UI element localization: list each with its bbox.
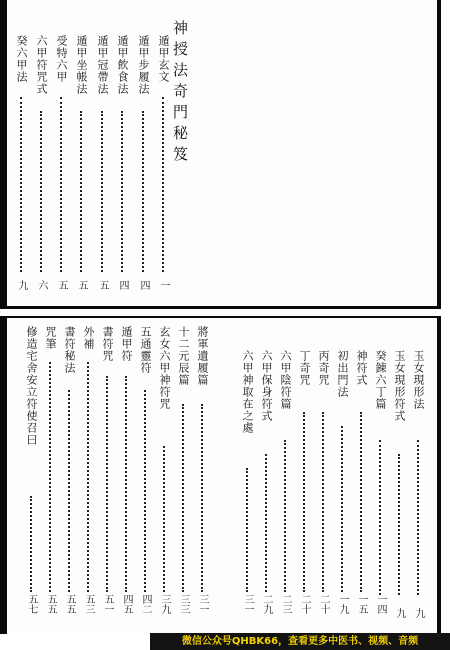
toc-entry-title: 遁甲玄文: [157, 35, 170, 83]
toc-entry[interactable]: [410, 350, 426, 620]
toc-entry[interactable]: [156, 326, 172, 626]
toc-entry[interactable]: [155, 35, 171, 295]
toc-entry[interactable]: [61, 326, 77, 626]
toc-entry-title: 外補: [82, 326, 95, 350]
dot-leader: [80, 111, 82, 272]
toc-entry-title: 遁甲步履法: [137, 35, 150, 95]
toc-entry-page: 三九: [159, 594, 170, 614]
toc-entry[interactable]: [99, 326, 115, 626]
dot-leader: [341, 426, 343, 592]
dot-leader: [60, 97, 62, 272]
toc-entry-page: 五三: [83, 594, 94, 614]
toc-entry-page: 二十: [299, 594, 310, 614]
toc-entry-title: 遁甲冠帶法: [96, 35, 109, 95]
toc-entry-page: 一五: [356, 594, 367, 614]
toc-entry-title: 遁甲飲食法: [116, 35, 129, 95]
dot-leader: [49, 362, 51, 592]
toc-entry-page: 五七: [26, 594, 37, 614]
dot-leader: [201, 404, 203, 592]
toc-entry-title: 遁甲符: [120, 326, 133, 362]
toc-entry-page: 四: [117, 280, 128, 290]
toc-entry-title: 六甲符咒式: [35, 35, 48, 95]
dot-leader: [106, 376, 108, 592]
toc-entry[interactable]: [33, 35, 49, 295]
toc-entry-page: 二十: [318, 594, 329, 614]
toc-entry-page: 三一: [197, 594, 208, 614]
toc-entry[interactable]: [23, 326, 39, 626]
page-edge: [441, 0, 450, 650]
toc-entry[interactable]: [118, 326, 134, 626]
dot-leader: [30, 496, 32, 592]
toc-entry-title: 癸錬六丁篇: [374, 350, 387, 410]
toc-entry-title: 咒筆: [44, 326, 57, 350]
toc-entry-title: 十二元辰篇: [177, 326, 190, 386]
toc-page-bottom: [0, 316, 441, 634]
toc-entry-page: 五一: [102, 594, 113, 614]
toc-entry-title: 初出門法: [336, 350, 349, 398]
toc-entry-page: 一九: [337, 594, 348, 614]
toc-entry-page: 一: [158, 280, 169, 290]
dot-leader: [162, 97, 164, 272]
toc-entry-title: 癸六甲法: [15, 35, 28, 83]
dot-leader: [417, 440, 419, 595]
toc-entry[interactable]: [277, 350, 293, 620]
toc-entry-page: 三一: [242, 594, 253, 614]
toc-entry-page: 三三: [178, 594, 189, 614]
dot-leader: [303, 412, 305, 592]
toc-entry[interactable]: [175, 326, 191, 626]
dot-leader: [284, 440, 286, 592]
toc-entry[interactable]: [296, 350, 312, 620]
toc-entry-page: 五: [56, 280, 67, 290]
toc-entry[interactable]: [73, 35, 89, 295]
toc-entry-page: 一四: [375, 594, 386, 614]
page-gap: [0, 309, 450, 316]
toc-entry[interactable]: [258, 350, 274, 620]
toc-entry-title: 玉女現形符式: [393, 350, 406, 422]
dot-leader: [322, 412, 324, 592]
toc-entry[interactable]: [194, 326, 210, 626]
toc-entry-title: 丁奇咒: [298, 350, 311, 386]
toc-entry[interactable]: [353, 350, 369, 620]
toc-page-top: [0, 0, 441, 309]
toc-entry[interactable]: [42, 326, 58, 626]
toc-entry[interactable]: [80, 326, 96, 626]
toc-entry[interactable]: [114, 35, 130, 295]
toc-entry-title: 玉女現形法: [412, 350, 425, 410]
toc-entry-page: 五五: [45, 594, 56, 614]
toc-entry-page: 二九: [261, 594, 272, 614]
dot-leader: [20, 97, 22, 272]
dot-leader: [379, 440, 381, 595]
toc-entry[interactable]: [315, 350, 331, 620]
toc-entry-page: 五: [76, 280, 87, 290]
dot-leader: [125, 376, 127, 592]
toc-entry-page: 九: [394, 608, 405, 618]
dot-leader: [40, 111, 42, 272]
dot-leader: [182, 404, 184, 592]
toc-entry-page: 九: [413, 608, 424, 618]
toc-entry-page: 五五: [64, 594, 75, 614]
toc-entry-title: 受特六甲: [55, 35, 68, 83]
toc-entry[interactable]: [391, 350, 407, 620]
toc-entry-title: 將軍遺履篇: [196, 326, 209, 386]
toc-entry-page: 六: [36, 280, 47, 290]
promo-banner: 微信公众号QHBK66，查看更多中医书、视频、音频: [150, 633, 450, 650]
toc-entry[interactable]: [135, 35, 151, 295]
dot-leader: [121, 111, 123, 272]
toc-entry-title: 神符式: [355, 350, 368, 386]
dot-leader: [360, 412, 362, 592]
dot-leader: [87, 362, 89, 592]
toc-entry[interactable]: [334, 350, 350, 620]
toc-entry-title: 五通靈符: [139, 326, 152, 374]
toc-entry-title: 六甲陰符篇: [279, 350, 292, 410]
toc-entry-title: 丙奇咒: [317, 350, 330, 386]
dot-leader: [68, 390, 70, 592]
toc-entry-page: 五: [97, 280, 108, 290]
toc-entry-title: 六甲神取在之處: [241, 350, 254, 434]
dot-leader: [246, 468, 248, 592]
dot-leader: [163, 446, 165, 592]
toc-entry-page: 四: [138, 280, 149, 290]
toc-entry-page: 四二: [140, 594, 151, 614]
dot-leader: [144, 390, 146, 592]
toc-entry[interactable]: [13, 35, 29, 295]
toc-entry-page: 二三: [280, 594, 291, 614]
dot-leader: [398, 454, 400, 595]
toc-entry-title: 書符咒: [101, 326, 114, 362]
toc-entry-title: 六甲保身符式: [260, 350, 273, 422]
toc-entry[interactable]: [137, 326, 153, 626]
toc-entry[interactable]: [94, 35, 110, 295]
toc-entry-title: 書符秘法: [63, 326, 76, 374]
toc-entry-page: 九: [16, 280, 27, 290]
toc-entry[interactable]: [53, 35, 69, 295]
toc-entry[interactable]: [372, 350, 388, 620]
dot-leader: [142, 111, 144, 272]
toc-entry-title: 遁甲坐帳法: [75, 35, 88, 95]
toc-entry-page: 四五: [121, 594, 132, 614]
toc-entry-title: 修造宅舍安立符使召曰: [25, 326, 38, 446]
dot-leader: [265, 454, 267, 592]
toc-entry-title: 玄女六甲神符咒: [158, 326, 171, 410]
book-title: 神授法奇門秘笈: [171, 20, 189, 167]
dot-leader: [101, 111, 103, 272]
toc-entry[interactable]: [239, 350, 255, 620]
